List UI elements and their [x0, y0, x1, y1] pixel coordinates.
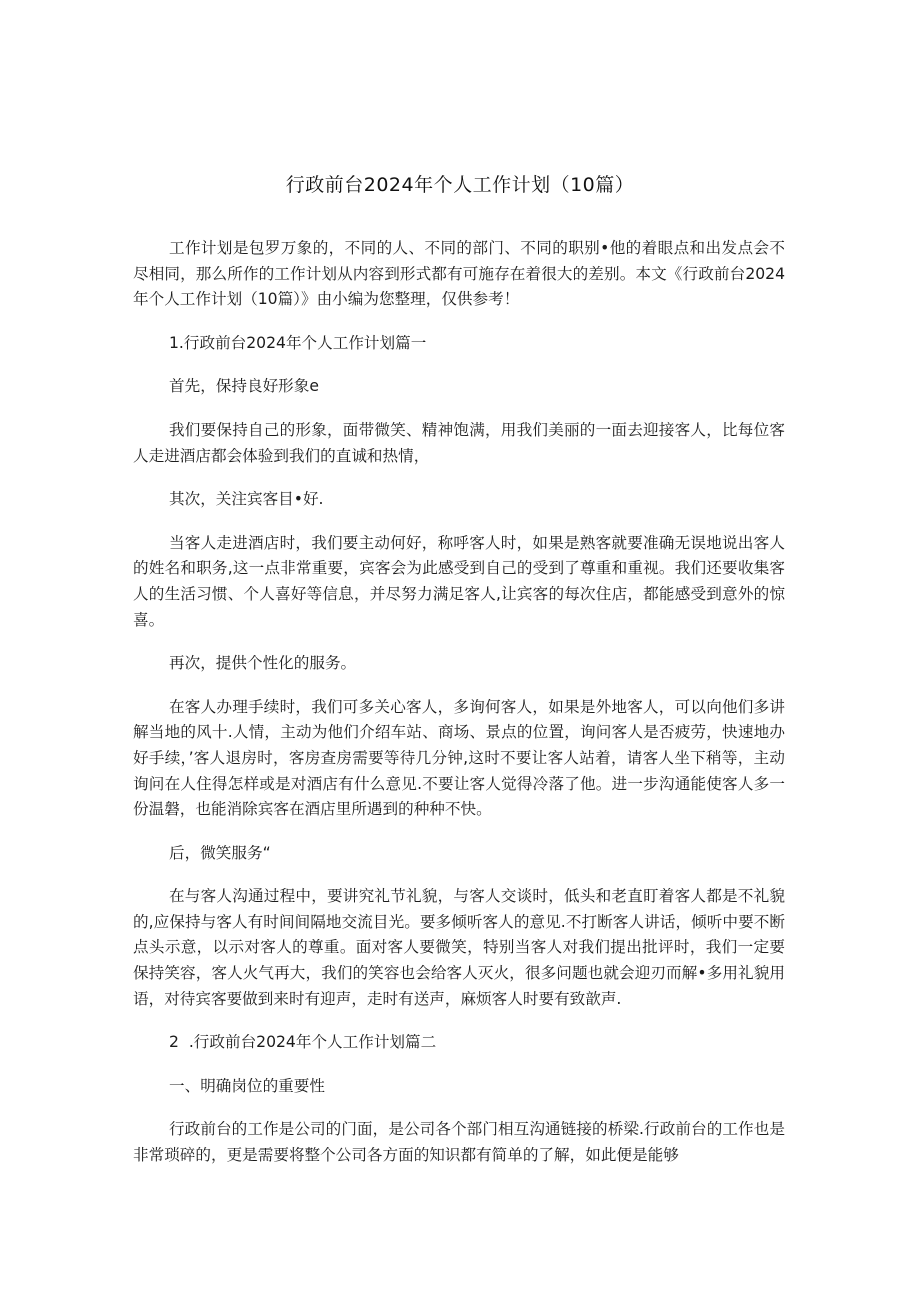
paragraph-personalized: 在客人办理手续时，我们可多关心客人，多询何客人，如果是外地客人，可以向他们多讲解当地的风十.人情，主动为他们介绍车站、商场、景点的位置，询问客人是否疲劳，快速地办好手续，’客人退房时，客房查房需要等待几分钟,这时不要让客人站着，请客人坐下稍等，主动询问在人住得怎样或是对酒店有什么意见.不要让客人觉得冷落了他。进一步沟通能使客人多一份温磐，也能消除宾客在酒店里所遇到的种种不快。	[133, 697, 785, 819]
paragraph-frontdesk: 行政前台的工作是公司的门面，是公司各个部门相互沟通链接的桥梁.行政前台的工作也是非常琐碎的，更是需要将整个公司各方面的知识都有简单的了解，如此便是能够	[133, 1120, 785, 1165]
subheading-first: 首先，保持良好形象e	[169, 377, 319, 396]
document-body	[133, 236, 785, 1187]
paragraph-image: 我们要保持自己的形象，面带微笑、精神饱满，用我们美丽的一面去迎接客人，比每位客人走进酒店都会体验到我们的直诚和热情，	[133, 420, 785, 465]
subheading-position: 一、明确岗位的重要性	[169, 1076, 325, 1095]
subheading-second: 其次，关注宾客目•好.	[169, 490, 324, 509]
subheading-third: 再次，提供个性化的服务。	[169, 654, 357, 673]
section-heading-1: 1.行政前台2024年个人工作计划篇一	[169, 333, 427, 352]
section-heading-2: 2 .行政前台2024年个人工作计划篇二	[169, 1033, 437, 1052]
paragraph-greeting: 当客人走进酒店时，我们要主动何好，称呼客人时，如果是熟客就要准确无误地说出客人的姓名和职务,这一点非常重要，宾客会为此感受到自己的受到了尊重和重视。我们还要收集客人的生活习惯、个人喜好等信息，并尽努力满足客人,让宾客的每次住店，都能感受到意外的惊喜。	[133, 533, 785, 629]
document-title: 行政前台2024年个人工作计划（10篇）	[285, 174, 635, 196]
paragraph-smile: 在与客人沟通过程中，要讲究礼节礼貌，与客人交谈时，低头和老直盯着客人都是不礼貌的,应保持与客人有时间间隔地交流目光。要多倾听客人的意见.不打断客人讲话，倾听中要不断点头示意，以示对客人的尊重。面对客人要微笑，特别当客人对我们提出批评时，我们一定要保持笑容，客人火气再大，我们的笑容也会给客人灭火，很多问题也就会迎刃而解•多用礼貌用语，对待宾客要做到来时有迎声，走时有送声，麻烦客人时要有致歆声.	[133, 887, 785, 1008]
subheading-last: 后，微笑服务“	[169, 843, 271, 862]
intro-paragraph: 工作计划是包罗万象的，不同的人、不同的部门、不同的职别•他的着眼点和出发点会不尽相同，那么所作的工作计划从内容到形式都有可施存在着很大的差别。本文《行政前台2024年个人工作计划（10篇）》由小编为您整理，仅供参考！	[133, 239, 785, 309]
